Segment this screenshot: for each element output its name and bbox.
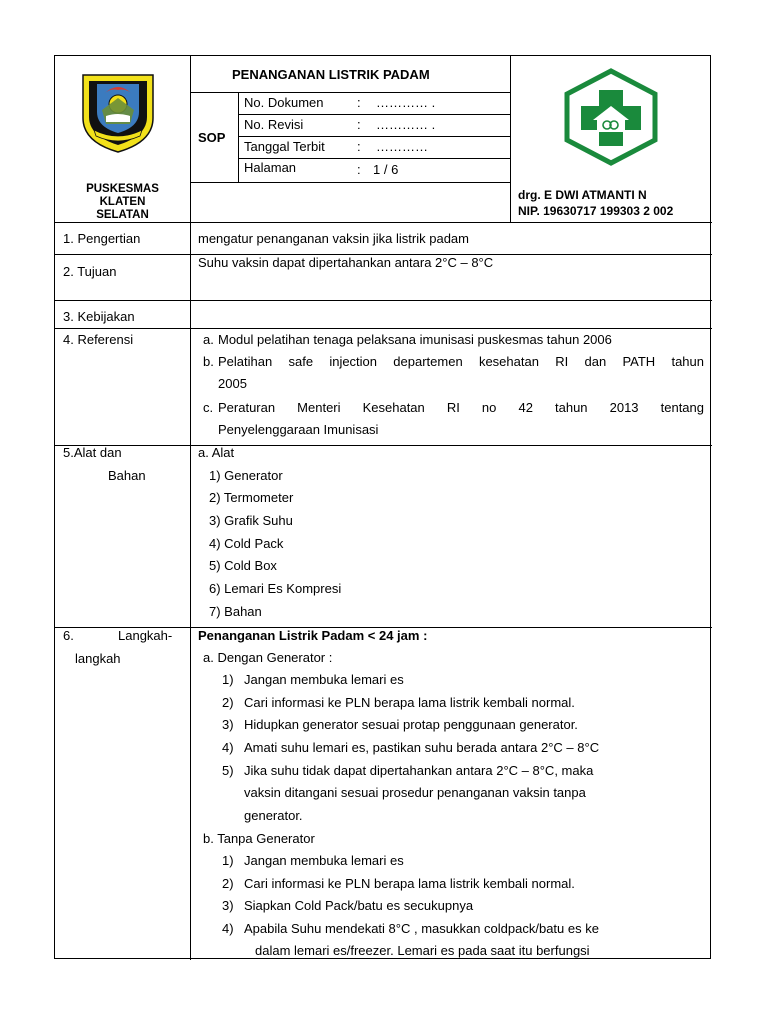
referensi-item-cont: 2005	[218, 376, 247, 391]
row-content-tujuan: Suhu vaksin dapat dipertahankan antara 2°C – 8°C	[198, 255, 494, 270]
meta-separator: :	[357, 95, 361, 110]
meta-separator: :	[357, 139, 361, 154]
referensi-item: Modul pelatihan tenaga pelaksana imunisasi puskesmas tahun 2006	[218, 332, 612, 347]
alat-item: 3) Grafik Suhu	[209, 513, 293, 528]
alat-item: 6) Lemari Es Kompresi	[209, 581, 342, 596]
step-text: Jangan membuka lemari es	[244, 672, 404, 687]
row-content-pengertian: mengatur penanganan vaksin jika listrik padam	[198, 231, 469, 246]
meta-separator: :	[357, 117, 361, 132]
alat-item: 1) Generator	[209, 468, 283, 483]
meta-separator: :	[357, 162, 361, 177]
meta-label: Halaman	[244, 160, 297, 175]
row-label-tujuan: 2. Tujuan	[63, 264, 117, 279]
header-divider	[190, 182, 510, 183]
meta-value: …………	[376, 139, 428, 154]
alat-item: 7) Bahan	[209, 604, 262, 619]
list-marker: a.	[203, 332, 214, 347]
meta-row-divider	[238, 136, 510, 137]
alat-item: 2) Termometer	[209, 490, 294, 505]
sop-divider	[238, 92, 239, 182]
step-text: Amati suhu lemari es, pastikan suhu berada antara 2°C – 8°C	[244, 740, 600, 755]
meta-value: ………… .	[376, 95, 436, 110]
step-number: 1)	[222, 853, 234, 868]
step-text-cont: vaksin ditangani sesuai prosedur penanganan vaksin tanpa	[244, 785, 586, 800]
document-title: PENANGANAN LISTRIK PADAM	[232, 67, 430, 82]
step-number: 5)	[222, 763, 234, 778]
step-text: Jika suhu tidak dapat dipertahankan antara 2°C – 8°C, maka	[244, 763, 594, 778]
alat-item: 4) Cold Pack	[209, 536, 284, 551]
row-label-kebijakan: 3. Kebijakan	[63, 309, 135, 324]
step-text: Hidupkan generator sesuai protap penggunaan generator.	[244, 717, 578, 732]
row-label-referensi: 4. Referensi	[63, 332, 134, 347]
alat-heading: a. Alat	[198, 445, 235, 460]
list-marker: b.	[203, 354, 214, 369]
step-number: 4)	[222, 740, 234, 755]
meta-value: 1 / 6	[373, 162, 399, 177]
step-text-cont: dalam lemari es/freezer. Lemari es pada saat itu berfungsi	[255, 943, 590, 958]
row-divider	[55, 328, 712, 329]
column-divider-left	[190, 56, 191, 960]
sop-document	[54, 55, 711, 959]
org-name-line: PUSKESMAS	[86, 183, 159, 195]
step-number: 2)	[222, 876, 234, 891]
referensi-item: Pelatihan safe injection departemen kesehatan RI dan PATH tahun	[218, 354, 704, 369]
step-text: Siapkan Cold Pack/batu es secukupnya	[244, 898, 474, 913]
row-label-alat-cont: Bahan	[108, 468, 146, 483]
meta-label: No. Dokumen	[244, 95, 324, 110]
meta-row-divider	[238, 158, 510, 159]
langkah-sub-b: b. Tanpa Generator	[203, 831, 315, 846]
step-number: 3)	[222, 717, 234, 732]
meta-label: No. Revisi	[244, 117, 304, 132]
step-number: 2)	[222, 695, 234, 710]
step-text: Jangan membuka lemari es	[244, 853, 404, 868]
signer-name: drg. E DWI ATMANTI N	[518, 188, 647, 202]
row-divider	[55, 445, 712, 446]
sop-label: SOP	[198, 130, 226, 145]
list-marker: c.	[203, 400, 214, 415]
step-number: 4)	[222, 921, 234, 936]
row-label-langkah: Langkah-	[118, 628, 173, 643]
step-text-cont: generator.	[244, 808, 303, 823]
row-divider	[55, 222, 712, 223]
org-name-line: SELATAN	[96, 209, 149, 221]
step-text: Cari informasi ke PLN berapa lama listrik kembali normal.	[244, 876, 575, 891]
step-number: 3)	[222, 898, 234, 913]
meta-row-divider	[238, 114, 510, 115]
step-number: 1)	[222, 672, 234, 687]
row-label-pengertian: 1. Pengertian	[63, 231, 141, 246]
langkah-sub-a: a. Dengan Generator :	[203, 650, 333, 665]
alat-item: 5) Cold Box	[209, 558, 277, 573]
row-label-langkah-num: 6.	[63, 628, 74, 643]
meta-value: ………… .	[376, 117, 436, 132]
meta-label: Tanggal Terbit	[244, 139, 325, 154]
referensi-item-cont: Penyelenggaraan Imunisasi	[218, 422, 379, 437]
klaten-regency-emblem	[80, 72, 156, 154]
org-name-line: KLATEN	[99, 196, 146, 208]
column-divider-right	[510, 56, 511, 222]
signer-nip: NIP. 19630717 199303 2 002	[518, 204, 674, 218]
row-divider	[55, 300, 712, 301]
row-label-langkah-cont: langkah	[75, 651, 121, 666]
referensi-item: Peraturan Menteri Kesehatan RI no 42 tahun 2013 tentang	[218, 400, 704, 415]
row-label-alat: 5.Alat dan	[63, 445, 122, 460]
puskesmas-logo	[563, 68, 659, 166]
langkah-heading: Penanganan Listrik Padam < 24 jam :	[198, 628, 428, 643]
step-text: Cari informasi ke PLN berapa lama listrik kembali normal.	[244, 695, 575, 710]
step-text: Apabila Suhu mendekati 8°C , masukkan coldpack/batu es ke	[244, 921, 599, 936]
